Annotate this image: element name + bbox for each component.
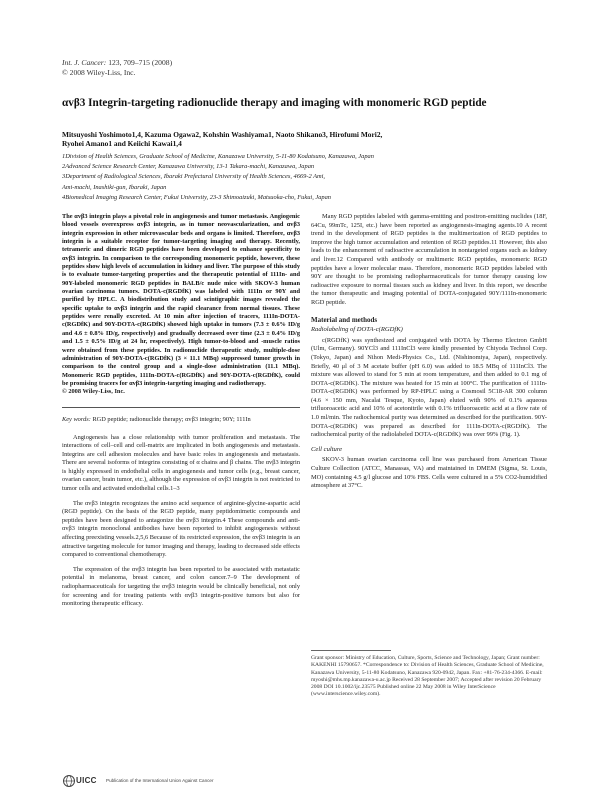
article-title: αvβ3 Integrin-targeting radionuclide therapy and imaging with monomeric RGD peptide [62, 97, 487, 109]
journal-name: Int. J. Cancer: [62, 58, 107, 67]
affiliations [62, 152, 542, 203]
footnote-text: Grant sponsor: Ministry of Education, Culture, Sports, Science and Technology, Japan; Grant number: KAKENHI 15790657. *Correspondence to: Division of Health Sciences, Graduate School of Medicine, Kanazawa University, 5-11-80 Kodatsuno, Kanazawa 920-0942, Japan. Fax: +81-76-234-4366. E-mail: myoshi@mhs.mp.kanazawa-u.ac.jp Received 28 September 2007; Accepted after revision 20 February 2008 DOI 10.1002/ijc.23575 Published online 22 May 2008 in Wiley InterScience (www.interscience.wiley.com). [311, 655, 544, 698]
affiliation: 1Division of Health Sciences, Graduate School of Medicine, Kanazawa University, 5-11-80 Kodatsuno, Kanazawa, Japan [62, 153, 374, 160]
right-column [311, 213, 547, 491]
intro-paragraph: The αvβ3 integrin recognizes the amino acid sequence of arginine-glycine-aspartic acid (RGD peptide). On the basis of the RGD peptide, many peptidomimetic compounds and peptides have been designed to antagonize the αvβ3 integrin.4 These compounds and anti-αvβ3 integrin monoclonal antibodies have been reported to inhibit angiogenesis without affecting preexisting vessels.2,5,6 Because of its restricted expression, the αvβ3 integrin is an attractive targeting molecule for tumor imaging and therapy, leading to decreased side effects compared to conventional chemotherapy. [62, 499, 300, 559]
radiolabeling-paragraph: c(RGDfK) was synthesized and conjugated with DOTA by Thermo Electron GmbH (Ulm, Germany). 90YCl3 and 111InCl3 were kindly presented by Chiyoda Technol Corp. (Tokyo, Japan) and Nihon Medi-Physics Co., Ltd. (Nishinomiya, Japan), respectively. Briefly, 40 μl of 3 M acetate buffer (pH 6.0) was added to 18.5 MBq of 111InCl3. The mixture was allowed to stand for 5 min at room temperature, and then added to 0.1 mg of DOTA-c(RGDfK). The mixture was heated for 15 min at 100°C. The purification of 111In-DOTA-c(RGDfK) was performed by RP-HPLC using a Cosmosil 5C18-AR 300 column (4.6 × 150 mm, Nacalai Tesque, Kyoto, Japan) eluted with 90% of 0.1% aqueous trifluoroacetic acid and 10% of acetonitrile with 0.1% trifluoroacetic acid at a flow rate of 1.0 ml/min. The radiochemical purity was determined as described for the purification. 90Y-DOTA-c(RGDfK) was prepared as described for 111In-DOTA-c(RGDfK). The radiochemical purity of the radiolabeled DOTA-c(RGDfK) was over 99% (Fig. 1). [311, 336, 547, 439]
intro-paragraph: Many RGD peptides labeled with gamma-emitting and positron-emitting nuclides (18F, 64Cu, 99mTc, 125I, etc.) have been reported as angiogenesis-imaging agents.10 A recent trend in the development of RGD peptides is the multimerization of RGD peptides to improve the high tumor accumulation and retention of RGD peptides.11 However, this also leads to the enhancement of radioactive accumulation in nontargeted organs such as kidney and liver.12 Compared with antibody or multimeric RGD peptides, monomeric RGD peptides have a lower molecular mass. Therefore, monomeric RGD peptides labeled with 90Y are thought to be promising radiopharmaceuticals for tumor therapy causing low radioactive exposure to normal tissues such as kidney and liver. In this report, we describe the tumor therapeutic and imaging potential of DOTA-conjugated 90Y/111In-monomeric RGD peptide. [311, 213, 547, 306]
citation-line [62, 58, 172, 68]
affiliation: 4Biomedical Imaging Research Center, Fukui University, 23-3 Shimoaizuki, Matsuoka-cho, Fukui, Japan [62, 193, 332, 201]
uicc-logo [62, 774, 98, 788]
author-line: Ryohei Amano1 and Keiichi Kawai1,4 [62, 139, 182, 148]
methods-heading: Material and methods [311, 315, 378, 324]
journal-header [62, 58, 172, 78]
abstract-copyright: © 2008 Wiley-Liss, Inc. [62, 388, 125, 396]
footnote [311, 650, 547, 699]
affiliation: 2Advanced Science Research Center, Kanazawa University, 13-1 Takara-machi, Kanazawa, Japan [62, 163, 315, 171]
affiliation: 3Department of Radiological Sciences, Ibaraki Prefectural University of Health Sciences, 4669-2 Ami, [62, 173, 326, 181]
affiliation: Ami-machi, Inashiki-gun, Ibaraki, Japan [62, 183, 167, 191]
footnote-rule [311, 650, 391, 651]
cell-culture-heading: Cell culture [311, 445, 343, 453]
page-footer [62, 774, 262, 788]
globe-icon [62, 774, 76, 788]
keywords-text: RGD peptide; radionuclide therapy; αvβ3 integrin; 90Y; 111In [92, 415, 251, 423]
intro-paragraph: Angiogenesis has a close relationship with tumor proliferation and metastasis. The interactions of cell–cell and cell-matrix are implicated in both angiogenesis and metastasis. Integrins are cell adhesion molecules and have basic roles in angiogenesis and metastasis. There are several isoforms of integrins consisting of α chains and β chains. The αvβ3 integrin is highly expressed in endothelial cells in angiogenesis and tumor cells (e.g., breast cancer, ovarian cancer, brain tumor, etc.), although the expression of αvβ3 integrin is not restricted to tumor cells and activated endothelial cells.1–3 [62, 433, 300, 493]
radiolabeling-heading: Radiolabeling of DOTA-c(RGDfK) [311, 326, 403, 334]
left-column [62, 213, 300, 609]
journal-volume: 123, 709–715 (2008) [106, 58, 173, 67]
author-line: Mitsuyoshi Yoshimoto1,4, Kazuma Ogawa2, Kohshin Washiyama1, Naoto Shikano3, Hirofumi Mori2, [62, 130, 383, 139]
abstract: The αvβ3 integrin plays a pivotal role in angiogenesis and tumor metastasis. Angiogenic blood vessels overexpress αvβ3 integrin, as in tumor neovascularization, and αvβ3 integrin expression in other microvascular beds and organs is limited. Therefore, αvβ3 integrin is a suitable receptor for tumor-targeting imaging and therapy. Recently, tetrameric and dimeric RGD peptides have been developed to enhance specificity to αvβ3 integrin. In comparison to the corresponding monomeric peptide, however, these peptides show high levels of accumulation in kidney and liver. The purpose of this study is to evaluate tumor-targeting properties and the therapeutic potential of 111In- and 90Y-labeled monomeric RGD peptides in BALB/c nude mice with SKOV-3 human ovarian carcinoma tumors. DOTA-c(RGDfK) was labeled with 111In or 90Y and purified by HPLC. A biodistribution study and scintigraphic images revealed the specific uptake to αvβ3 integrin and the rapid clearance from normal tissues. These peptides were renally excreted. At 10 min after injection of tracers, 111In-DOTA-c(RGDfK) and 90Y-DOTA-c(RGDfK) showed high uptake in tumors (7.3 ± 0.6% ID/g and 4.6 ± 0.8% ID/g, respectively) and gradually decreased over time (2.3 ± 0.4% ID/g and 1.5 ± 0.5% ID/g at 24 hr, respectively). High tumor-to-blood and -muscle ratios were obtained from these peptides. In radionuclide therapeutic study, multiple-dose administration of 90Y-DOTA-c(RGDfK) (3 × 11.1 MBq) suppressed tumor growth in comparison to the control group and a single-dose administration (11.1 MBq). Monomeric RGD peptides, 111In-DOTA-c(RGDfK) and 90Y-DOTA-c(RGDfK), could be promising tracers for αvβ3 integrin-targeting imaging and radiotherapy. [62, 213, 300, 387]
keywords [62, 407, 300, 424]
author-list [62, 130, 542, 148]
footer-text: Publication of the International Union Against Cancer [106, 778, 214, 783]
cell-culture-paragraph: SKOV-3 human ovarian carcinoma cell line was purchased from American Tissue Culture Collection (ATCC, Manassas, VA) and maintained in DMEM (Sigma, St. Louis, MO) containing 4.5 g/l glucose and 10% FBS. Cells were cultured in a 5% CO2-humidified atmosphere at 37°C. [311, 456, 547, 490]
keywords-label: Key words: [62, 415, 91, 423]
intro-paragraph: The expression of the αvβ3 integrin has been reported to be associated with metastatic potential in melanoma, breast cancer, and colon cancer.7–9 The development of radiopharmaceuticals for targeting the αvβ3 integrin would be clinically beneficial, not only for screening and for treating patients with αvβ3 integrin-positive tumors but also for monitoring therapeutic efficacy. [62, 565, 300, 608]
uicc-logo-text: UICC [76, 776, 97, 785]
journal-copyright: © 2008 Wiley-Liss, Inc. [62, 68, 136, 77]
